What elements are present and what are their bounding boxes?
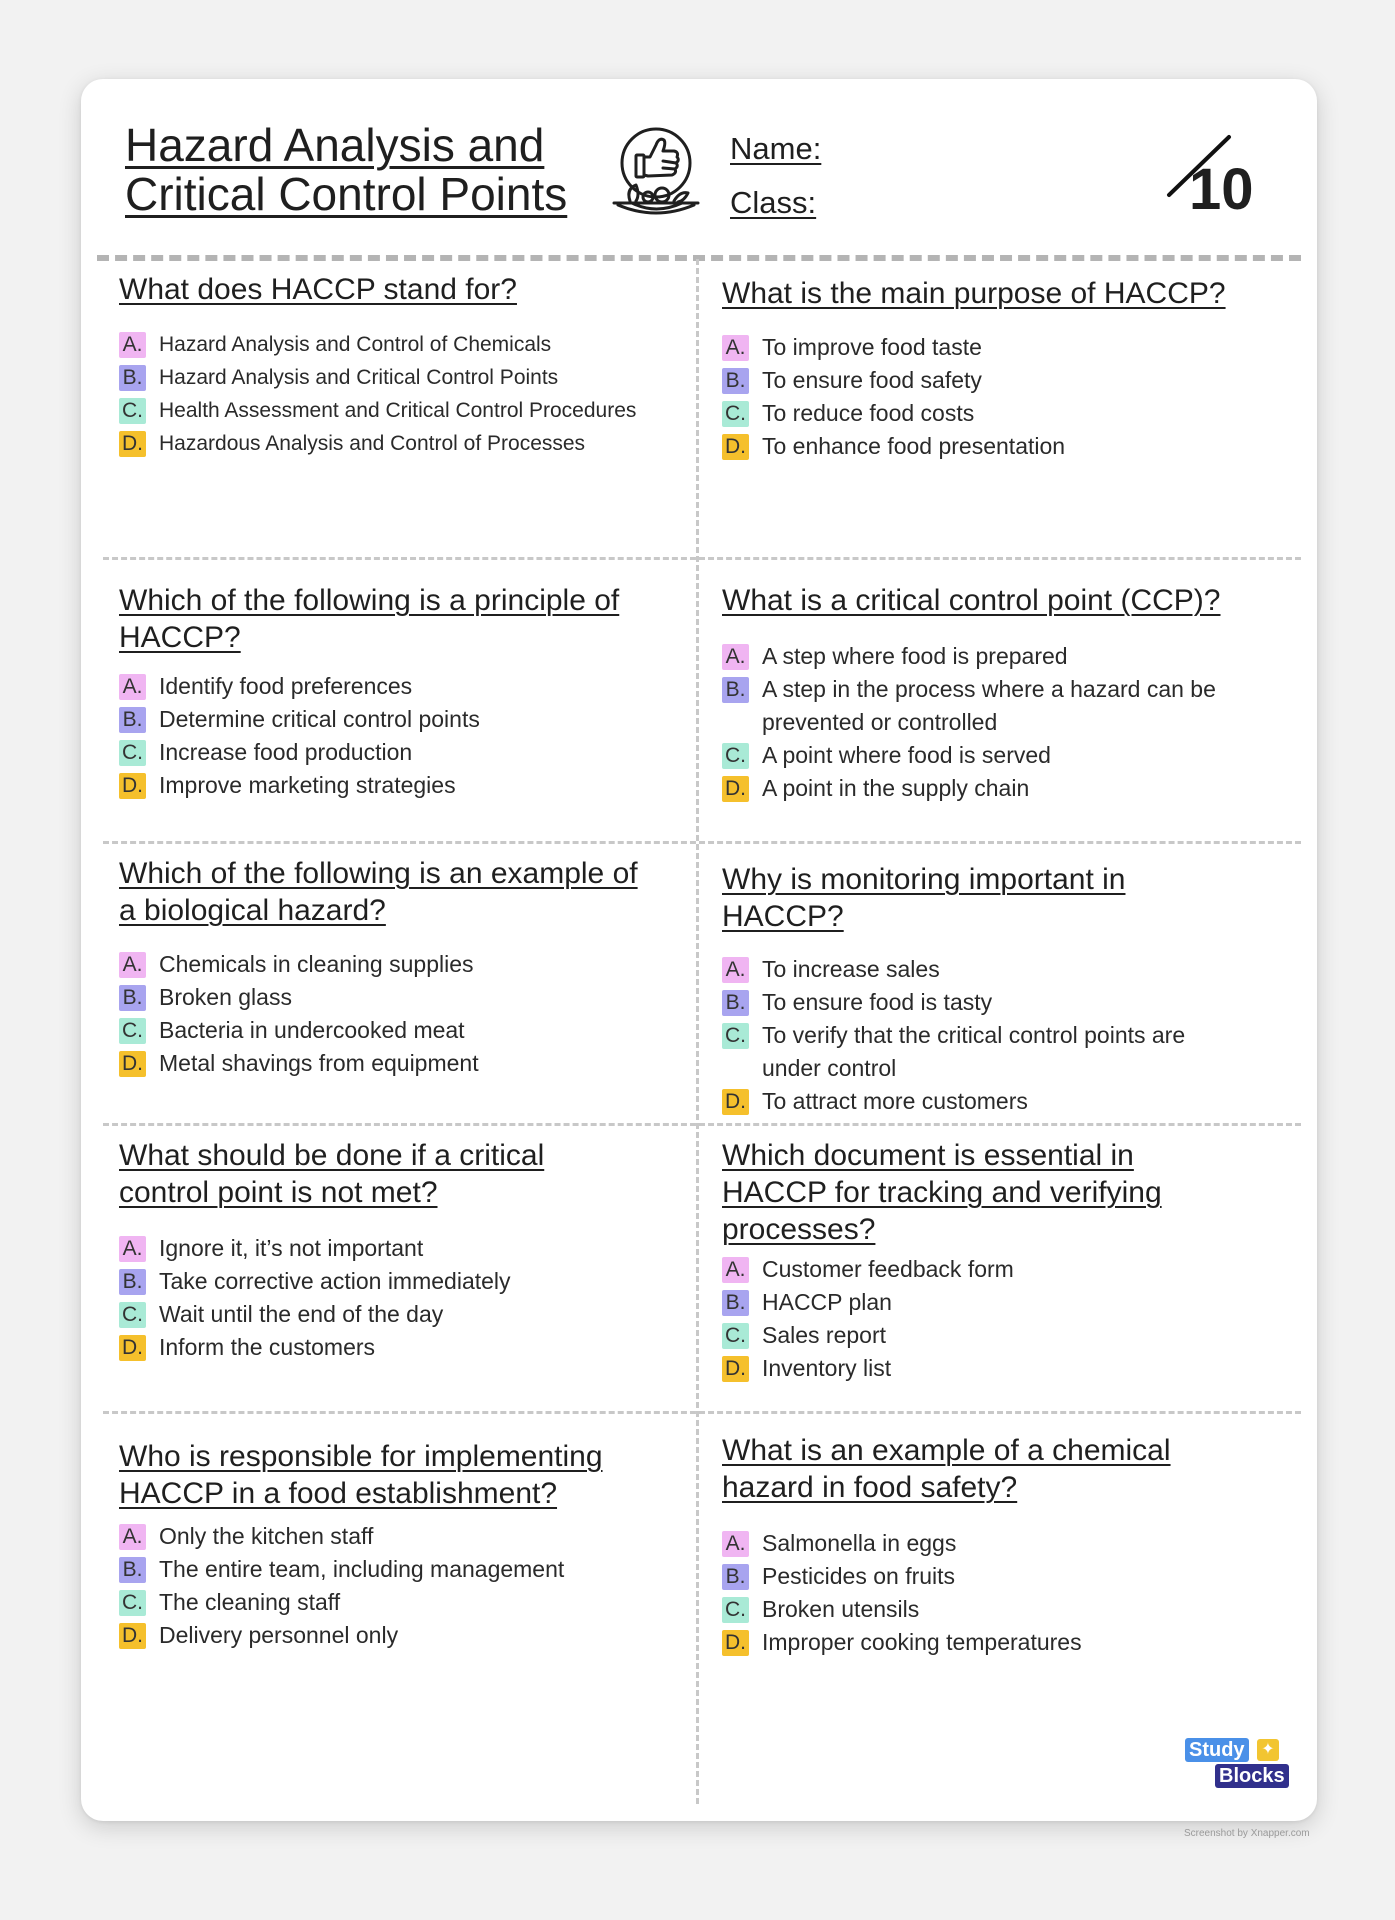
option-letter: A. bbox=[722, 644, 749, 670]
question-text: Which document is essential in HACCP for tracking and verifying processes? bbox=[722, 1139, 1162, 1246]
option-letter: B. bbox=[119, 1557, 146, 1583]
option-a[interactable] bbox=[119, 1520, 679, 1553]
option-letter: C. bbox=[119, 398, 146, 424]
option-letter: A. bbox=[722, 957, 749, 983]
brand-blocks: Blocks bbox=[1215, 1764, 1289, 1788]
option-letter: A. bbox=[119, 674, 146, 700]
option-text: A step where food is prepared bbox=[762, 643, 1068, 669]
option-text: Chemicals in cleaning supplies bbox=[159, 951, 474, 977]
option-list bbox=[119, 328, 679, 460]
option-text: A step in the process where a hazard can be prevented or controlled bbox=[762, 676, 1216, 735]
option-letter: C. bbox=[722, 1023, 749, 1049]
brand-study: Study bbox=[1185, 1738, 1249, 1762]
option-list bbox=[119, 670, 639, 802]
option-list bbox=[722, 953, 1192, 1118]
option-text: The cleaning staff bbox=[159, 1589, 341, 1615]
option-a[interactable] bbox=[722, 331, 1282, 364]
question-4 bbox=[722, 582, 1282, 805]
option-letter: D. bbox=[119, 773, 146, 799]
option-letter: C. bbox=[119, 1018, 146, 1044]
option-text: Improper cooking temperatures bbox=[762, 1629, 1082, 1655]
option-text: Hazard Analysis and Critical Control Points bbox=[159, 366, 559, 389]
option-b[interactable] bbox=[722, 364, 1282, 397]
question-text: What is a critical control point (CCP)? bbox=[722, 584, 1221, 617]
option-letter: B. bbox=[119, 1269, 146, 1295]
option-b[interactable] bbox=[119, 981, 639, 1014]
option-text: Hazardous Analysis and Control of Processes bbox=[159, 432, 586, 455]
option-letter: B. bbox=[722, 677, 749, 703]
option-text: To improve food taste bbox=[762, 334, 982, 360]
option-list bbox=[119, 1232, 639, 1364]
option-text: To increase sales bbox=[762, 956, 940, 982]
option-text: Health Assessment and Critical Control Procedures bbox=[159, 399, 637, 422]
option-b[interactable] bbox=[119, 361, 679, 394]
option-text: Delivery personnel only bbox=[159, 1622, 399, 1648]
option-letter: B. bbox=[119, 985, 146, 1011]
option-list bbox=[119, 948, 639, 1080]
option-text: A point where food is served bbox=[762, 742, 1051, 768]
option-text: Take corrective action immediately bbox=[159, 1268, 511, 1294]
option-text: To enhance food presentation bbox=[762, 433, 1066, 459]
option-a[interactable] bbox=[119, 670, 639, 703]
option-c[interactable] bbox=[119, 1298, 639, 1331]
option-text: Pesticides on fruits bbox=[762, 1563, 956, 1589]
row-divider bbox=[103, 841, 1301, 844]
option-letter: D. bbox=[722, 434, 749, 460]
option-text: Determine critical control points bbox=[159, 706, 480, 732]
sparkle-icon: ✦ bbox=[1257, 1739, 1279, 1761]
option-list bbox=[722, 640, 1242, 805]
option-text: HACCP plan bbox=[762, 1289, 892, 1315]
question-text: What does HACCP stand for? bbox=[119, 273, 517, 306]
option-letter: D. bbox=[722, 776, 749, 802]
option-list bbox=[722, 1253, 1242, 1385]
option-c[interactable] bbox=[722, 1019, 1192, 1085]
option-letter: D. bbox=[722, 1630, 749, 1656]
option-d[interactable] bbox=[119, 1331, 639, 1364]
question-2 bbox=[722, 275, 1282, 463]
title-line-1: Hazard Analysis and bbox=[125, 119, 545, 171]
option-text: To attract more customers bbox=[762, 1088, 1028, 1114]
option-text: Improve marketing strategies bbox=[159, 772, 456, 798]
question-text: Who is responsible for implementing HACCP in a food establishment? bbox=[119, 1440, 603, 1510]
row-divider bbox=[103, 557, 1301, 560]
option-letter: C. bbox=[722, 401, 749, 427]
option-d[interactable] bbox=[119, 1619, 679, 1652]
option-b[interactable] bbox=[722, 673, 1242, 739]
option-d[interactable] bbox=[722, 772, 1242, 805]
option-letter: A. bbox=[119, 332, 146, 358]
option-letter: A. bbox=[722, 1257, 749, 1283]
option-letter: A. bbox=[119, 1236, 146, 1262]
worksheet-title bbox=[125, 121, 567, 219]
option-letter: D. bbox=[119, 1623, 146, 1649]
option-text: Customer feedback form bbox=[762, 1256, 1014, 1282]
option-text: The entire team, including management bbox=[159, 1556, 565, 1582]
option-d[interactable] bbox=[119, 769, 639, 802]
option-letter: A. bbox=[119, 1524, 146, 1550]
question-text: Which of the following is a principle of HACCP? bbox=[119, 584, 620, 654]
option-a[interactable] bbox=[722, 1527, 1242, 1560]
option-letter: B. bbox=[722, 368, 749, 394]
option-a[interactable] bbox=[119, 1232, 639, 1265]
option-letter: C. bbox=[722, 1597, 749, 1623]
score-total: 10 bbox=[1189, 157, 1254, 222]
option-text: Metal shavings from equipment bbox=[159, 1050, 479, 1076]
option-c[interactable] bbox=[722, 1593, 1242, 1626]
question-6 bbox=[722, 861, 1242, 1118]
option-b[interactable] bbox=[722, 1560, 1242, 1593]
option-d[interactable] bbox=[722, 1085, 1192, 1118]
option-text: Sales report bbox=[762, 1322, 887, 1348]
option-text: Broken utensils bbox=[762, 1596, 920, 1622]
option-a[interactable] bbox=[722, 953, 1192, 986]
option-list bbox=[722, 331, 1282, 463]
option-letter: B. bbox=[722, 990, 749, 1016]
question-10 bbox=[722, 1432, 1242, 1659]
option-letter: D. bbox=[722, 1356, 749, 1382]
option-d[interactable] bbox=[722, 430, 1282, 463]
option-letter: C. bbox=[119, 1590, 146, 1616]
study-blocks-logo bbox=[1185, 1738, 1295, 1790]
option-letter: A. bbox=[722, 335, 749, 361]
option-d[interactable] bbox=[119, 427, 679, 460]
option-letter: A. bbox=[722, 1531, 749, 1557]
option-text: To reduce food costs bbox=[762, 400, 975, 426]
option-text: Inform the customers bbox=[159, 1334, 376, 1360]
option-a[interactable] bbox=[722, 640, 1242, 673]
option-c[interactable] bbox=[722, 739, 1242, 772]
row-divider bbox=[103, 1411, 1301, 1414]
row-divider bbox=[103, 1123, 1301, 1126]
option-c[interactable] bbox=[722, 1319, 1242, 1352]
option-c[interactable] bbox=[119, 394, 679, 427]
header-divider bbox=[97, 255, 1301, 261]
question-9 bbox=[119, 1438, 679, 1652]
option-a[interactable] bbox=[119, 948, 639, 981]
option-text: Identify food preferences bbox=[159, 673, 413, 699]
question-text: What is an example of a chemical hazard in food safety? bbox=[722, 1434, 1171, 1504]
option-text: Hazard Analysis and Control of Chemicals bbox=[159, 333, 552, 356]
option-b[interactable] bbox=[722, 986, 1192, 1019]
option-letter: C. bbox=[119, 1302, 146, 1328]
question-text: Which of the following is an example of a biological hazard? bbox=[119, 857, 638, 927]
option-text: Only the kitchen staff bbox=[159, 1523, 374, 1549]
option-b[interactable] bbox=[119, 1553, 679, 1586]
question-8 bbox=[722, 1137, 1242, 1385]
question-1 bbox=[119, 271, 679, 460]
option-text: To verify that the critical control points are under control bbox=[762, 1022, 1186, 1081]
option-text: A point in the supply chain bbox=[762, 775, 1030, 801]
option-letter: C. bbox=[722, 1323, 749, 1349]
option-c[interactable] bbox=[722, 397, 1282, 430]
option-c[interactable] bbox=[119, 1014, 639, 1047]
option-b[interactable] bbox=[722, 1286, 1242, 1319]
option-letter: B. bbox=[722, 1290, 749, 1316]
title-line-2: Critical Control Points bbox=[125, 168, 568, 220]
option-text: Wait until the end of the day bbox=[159, 1301, 444, 1327]
option-d[interactable] bbox=[119, 1047, 639, 1080]
option-text: Bacteria in undercooked meat bbox=[159, 1017, 465, 1043]
question-text: What is the main purpose of HACCP? bbox=[722, 277, 1226, 310]
option-text: Salmonella in eggs bbox=[762, 1530, 957, 1556]
option-letter: B. bbox=[119, 365, 146, 391]
question-text: What should be done if a critical control point is not met? bbox=[119, 1139, 545, 1209]
option-text: To ensure food is tasty bbox=[762, 989, 993, 1015]
question-7 bbox=[119, 1137, 639, 1364]
worksheet-page bbox=[81, 79, 1317, 1821]
option-list bbox=[722, 1527, 1242, 1659]
option-text: To ensure food safety bbox=[762, 367, 982, 393]
thumbs-up-food-icon bbox=[610, 125, 702, 217]
name-label: Name: bbox=[730, 131, 822, 166]
option-d[interactable] bbox=[722, 1352, 1242, 1385]
option-letter: D. bbox=[722, 1089, 749, 1115]
option-letter: B. bbox=[119, 707, 146, 733]
option-letter: B. bbox=[722, 1564, 749, 1590]
option-text: Inventory list bbox=[762, 1355, 892, 1381]
class-label: Class: bbox=[730, 185, 817, 220]
option-text: Increase food production bbox=[159, 739, 413, 765]
option-b[interactable] bbox=[119, 703, 639, 736]
option-letter: A. bbox=[119, 952, 146, 978]
column-divider bbox=[696, 259, 699, 1804]
option-text: Ignore it, it’s not important bbox=[159, 1235, 424, 1261]
option-letter: D. bbox=[119, 1051, 146, 1077]
option-a[interactable] bbox=[722, 1253, 1242, 1286]
option-d[interactable] bbox=[722, 1626, 1242, 1659]
question-text: Why is monitoring important in HACCP? bbox=[722, 863, 1126, 933]
option-list bbox=[119, 1520, 679, 1652]
option-a[interactable] bbox=[119, 328, 679, 361]
option-b[interactable] bbox=[119, 1265, 639, 1298]
screenshot-watermark: Screenshot by Xnapper.com bbox=[1184, 1828, 1310, 1839]
option-letter: C. bbox=[119, 740, 146, 766]
option-text: Broken glass bbox=[159, 984, 292, 1010]
option-letter: D. bbox=[119, 1335, 146, 1361]
question-3 bbox=[119, 582, 639, 802]
option-c[interactable] bbox=[119, 736, 639, 769]
option-c[interactable] bbox=[119, 1586, 679, 1619]
option-letter: C. bbox=[722, 743, 749, 769]
question-5 bbox=[119, 855, 639, 1080]
option-letter: D. bbox=[119, 431, 146, 457]
